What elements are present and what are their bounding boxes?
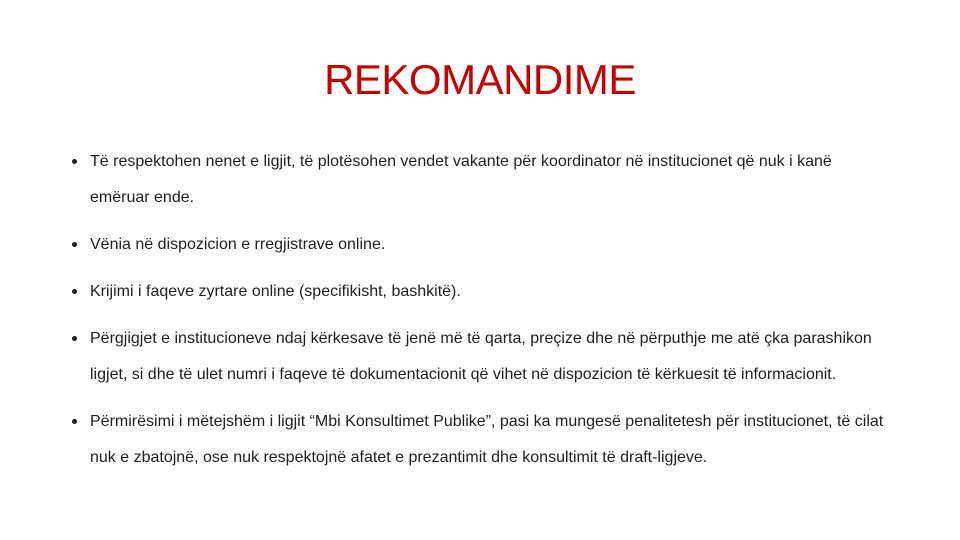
list-item — [72, 321, 892, 393]
list-item-text: Përmirësimi i mëtejshëm i ligjit “Mbi Konsultimet Publike”, pasi ka mungesë penalitetesh për institucionet, të cilat nuk e zbatojnë, ose nuk respektojnë afatet e prezantimit dhe konsultimit të draft-ligjeve. — [90, 413, 884, 466]
list-item-text: Vënia në dispozicion e rregjistrave online. — [90, 236, 386, 253]
slide-title: REKOMANDIME — [324, 56, 636, 103]
list-item — [72, 227, 892, 263]
list-item-text: Të respektohen nenet e ligjit, të plotësohen vendet vakante për koordinator në institucionet që nuk i kanë emëruar ende. — [90, 153, 832, 206]
list-item — [72, 274, 892, 310]
list-item-text: Krijimi i faqeve zyrtare online (specifikisht, bashkitë). — [90, 283, 461, 300]
list-item-text: Përgjigjet e institucioneve ndaj kërkesave të jenë më të qarta, preçize dhe në përputhje me atë çka parashikon ligjet, si dhe të ulet numri i faqeve të dokumentacionit që vihet në dispozicion të kërkuesit të informacionit. — [90, 330, 872, 383]
recommendations-list — [72, 144, 892, 487]
list-item — [72, 404, 892, 476]
list-item — [72, 144, 892, 216]
